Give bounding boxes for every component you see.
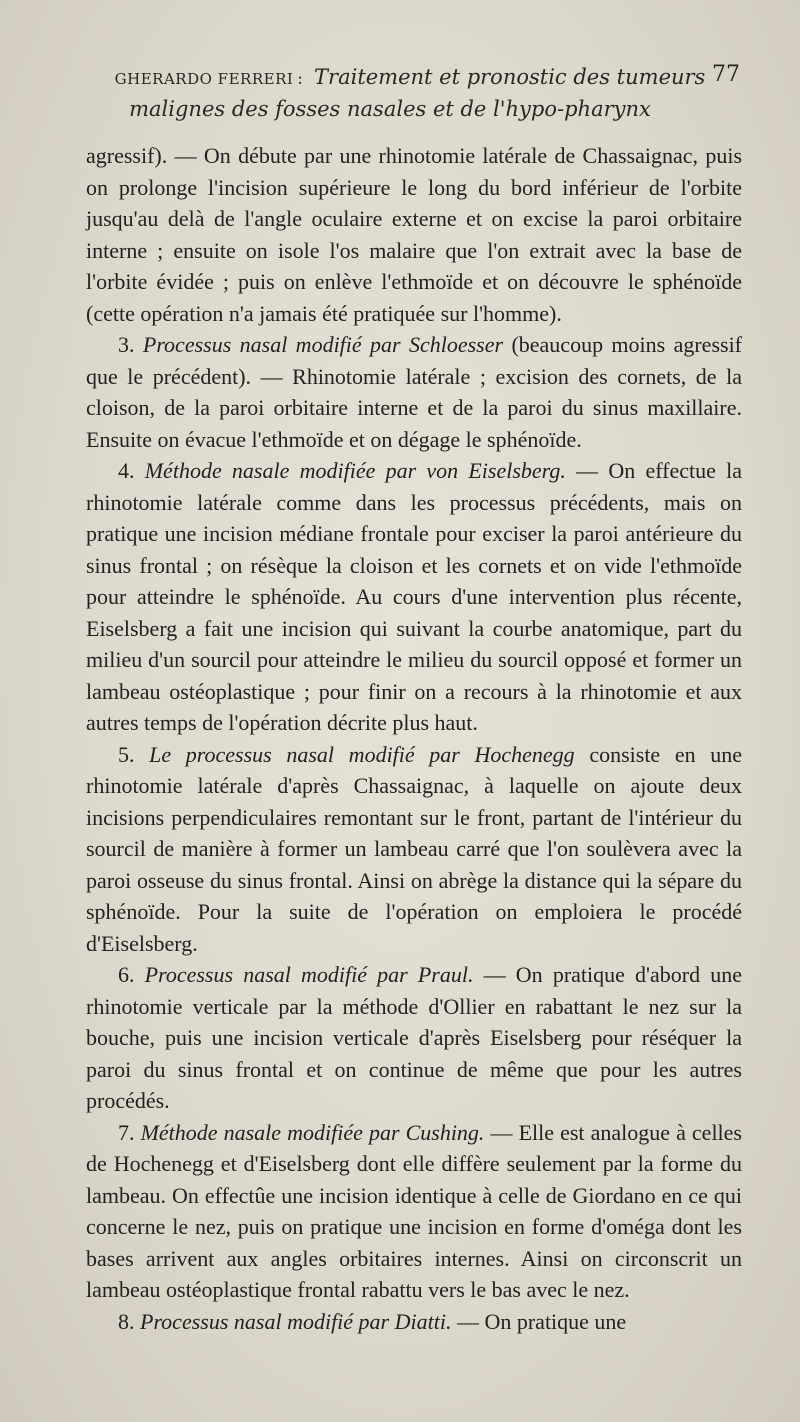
paragraph-5 — [86, 739, 742, 960]
paragraph-4 — [86, 455, 742, 739]
paragraph-3 — [86, 329, 742, 455]
paragraph-title: Le processus nasal modifié par Hochenegg — [149, 741, 575, 767]
paragraph-8 — [86, 1306, 742, 1338]
paragraph-continuation — [86, 140, 742, 329]
paragraph-text: — On pratique d'abord une rhinotomie verticale par la méthode d'Ollier en rabattant le nez sur la bouche, puis une incision verticale d'après Eiselsberg pour réséquer la paroi du sinus frontal et on continue de même que pour les autres procédés. — [86, 962, 743, 1113]
header-author: GHERARDO FERRERI — [114, 70, 294, 88]
paragraph-text: agressif). — On débute par une rhinotomie latérale de Chassaignac, puis on prolonge l'incision supérieure le long du bord inférieur de l'orbite jusqu'au delà de l'angle oculaire externe et on excise la paroi orbitaire interne ; ensuite on isole l'os malaire que l'on extrait avec la base de l'orbite évidée ; puis on enlève l'ethmoïde et on découvre le sphénoïde (cette opération n'a jamais été pratiquée sur l'homme). — [86, 143, 742, 326]
paragraph-number: 7. — [118, 1119, 141, 1145]
paragraph-title: Processus nasal modifié par Praul. — [144, 962, 474, 987]
page-number: 77 — [712, 62, 740, 87]
header-title-line-1: Traitement et pronostic des tumeurs — [314, 65, 706, 89]
paragraph-text: — Elle est analogue à celles de Hochenegg et d'Eiselsberg dont elle diffère seulement par la forme du lambeau. On effectûe une incision identique à celle de Giordano en ce qui concerne le nez, puis on pratique une incision en forme d'oméga dont les bases arrivent aux angles orbitaires internes. Ainsi on circonscrit un lambeau ostéoplastique frontal rabattu vers le bas avec le nez. — [86, 1119, 742, 1302]
header-title-line-2: malignes des fosses nasales et de l'hypo-pharynx — [129, 97, 651, 121]
paragraph-title: Méthode nasale modifiée par von Eiselsberg. — [144, 458, 566, 483]
paragraph-number: 3. — [118, 332, 143, 357]
running-header — [80, 62, 740, 124]
paragraph-number: 8. — [118, 1308, 140, 1334]
paragraph-number: 6. — [118, 962, 145, 987]
paragraph-6 — [86, 959, 742, 1117]
header-line-1 — [80, 62, 740, 94]
paragraph-number: 4. — [118, 458, 145, 483]
header-separator: : — [297, 69, 304, 89]
paragraph-text: (beaucoup moins agressif que le précédent). — Rhinotomie latérale ; excision des cornets, de la cloison, de la paroi orbitaire interne et de la paroi du sinus maxillaire. Ensuite on évacue l'ethmoïde et on dégage le sphénoïde. — [86, 332, 743, 452]
paragraph-text: consiste en une rhinotomie latérale d'après Chassaignac, à laquelle on ajoute deux incisions perpendiculaires remontant sur le front, partant de l'intérieur du sourcil de manière à former un lambeau carré que l'on soulèvera avec la paroi osseuse du sinus frontal. Ainsi on abrège la distance qui la sépare du sphénoïde. Pour la suite de l'opération on emploiera le procédé d'Eiselsberg. — [86, 741, 743, 956]
paragraph-text: — On pratique une — [451, 1308, 627, 1334]
body-text — [86, 140, 742, 1337]
paragraph-title: Processus nasal modifié par Schloesser — [142, 332, 504, 357]
paragraph-title: Processus nasal modifié par Diatti. — [140, 1308, 452, 1334]
paragraph-number: 5. — [118, 741, 150, 767]
paragraph-7 — [86, 1117, 742, 1306]
paragraph-title: Méthode nasale modifiée par Cushing. — [140, 1119, 485, 1145]
paragraph-text: — On effectue la rhinotomie latérale comme dans les processus précédents, mais on pratique une incision médiane frontale pour exciser la paroi antérieure du sinus frontal ; on résèque la cloison et les cornets et on vide l'ethmoïde pour atteindre le sphénoïde. Au cours d'une intervention plus récente, Eiselsberg a fait une incision qui suivant la courbe anatomique, part du milieu d'un sourcil pour atteindre le milieu du sourcil opposé et former un lambeau ostéoplastique ; pour finir on a recours à la rhinotomie et aux autres temps de l'opération décrite plus haut. — [86, 458, 742, 735]
